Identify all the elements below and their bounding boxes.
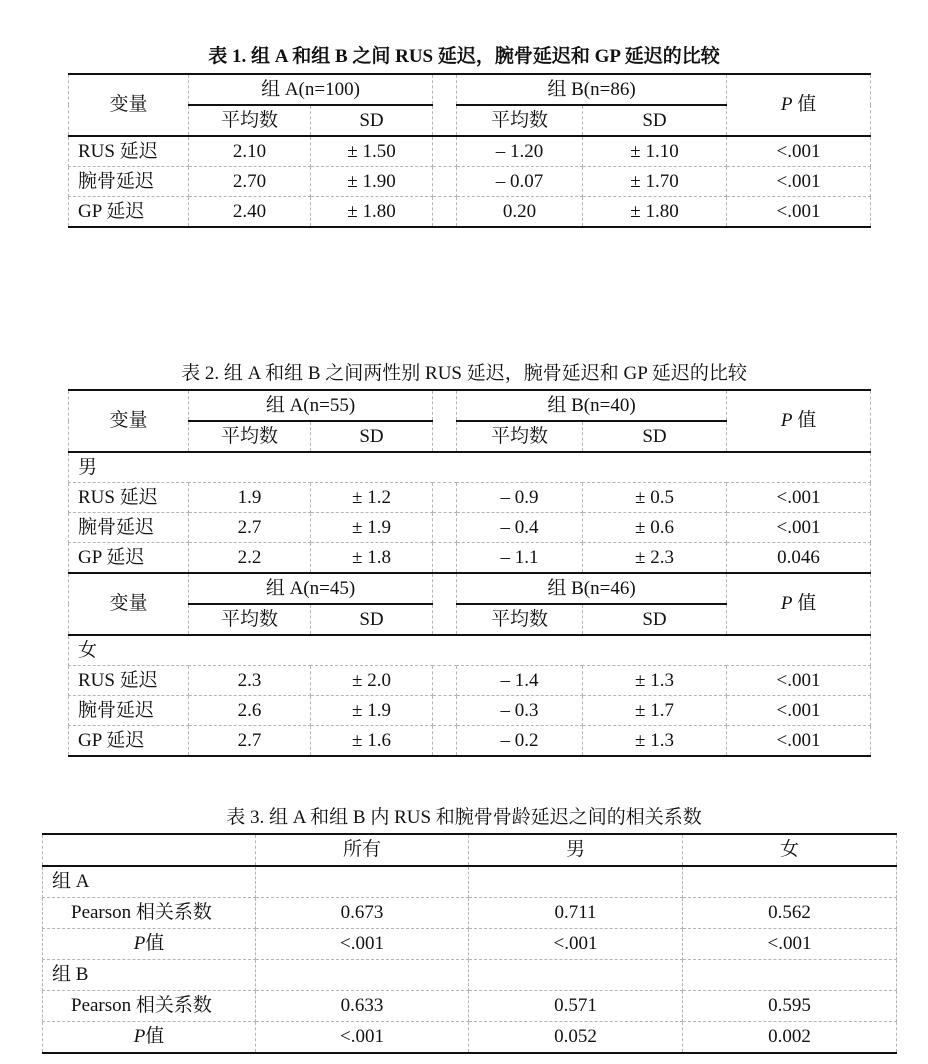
cell: ± 2.3: [583, 543, 727, 574]
cell: 0.711: [469, 898, 683, 929]
cell: 2.70: [189, 167, 311, 197]
cell: 0.20: [457, 197, 583, 228]
cell: ± 1.9: [311, 513, 433, 543]
cell: – 0.9: [457, 483, 583, 513]
cell: <.001: [727, 167, 871, 197]
table2-gap: [433, 573, 457, 635]
table-row: [43, 898, 897, 929]
cell: – 0.2: [457, 726, 583, 757]
table3-group-a-label: 组 A: [43, 866, 256, 898]
table2: [68, 389, 871, 757]
row-label: 腕骨延迟: [69, 696, 189, 726]
cell: 1.9: [189, 483, 311, 513]
table-row: [69, 726, 871, 757]
cell: [469, 960, 683, 991]
cell: <.001: [727, 136, 871, 167]
table3-group-b-label: 组 B: [43, 960, 256, 991]
cell: ± 1.70: [583, 167, 727, 197]
cell: <.001: [727, 483, 871, 513]
table2-male-section: 男: [69, 452, 871, 483]
cell: <.001: [727, 513, 871, 543]
table2-b-sd-header: SD: [583, 421, 727, 452]
row-label: RUS 延迟: [69, 666, 189, 696]
table2-gap: [433, 390, 457, 452]
gap-cell: [433, 197, 457, 228]
table2-p-header-female: P 值: [727, 573, 871, 635]
cell: – 0.07: [457, 167, 583, 197]
table1-gap: [433, 74, 457, 136]
cell: – 1.4: [457, 666, 583, 696]
table2-male-group-a-header: 组 A(n=55): [189, 390, 433, 421]
row-label: 腕骨延迟: [69, 513, 189, 543]
cell: 0.052: [469, 1022, 683, 1054]
cell: [256, 866, 469, 898]
cell: 2.2: [189, 543, 311, 574]
table3-caption: 表 3. 组 A 和组 B 内 RUS 和腕骨骨龄延迟之间的相关系数: [226, 807, 702, 828]
table3: [42, 833, 897, 1054]
table1-p-header: P 值: [727, 74, 871, 136]
table3-header-all: 所有: [256, 834, 469, 866]
table1-group-b-header: 组 B(n=86): [457, 74, 727, 105]
table2-female-group-b-header: 组 B(n=46): [457, 573, 727, 604]
row-label: Pearson 相关系数: [43, 898, 256, 929]
cell: ± 1.3: [583, 666, 727, 696]
cell: ± 1.2: [311, 483, 433, 513]
cell: ± 1.6: [311, 726, 433, 757]
cell: ± 1.50: [311, 136, 433, 167]
cell: <.001: [727, 726, 871, 757]
table1-a-sd-header: SD: [311, 105, 433, 136]
row-label: GP 延迟: [69, 543, 189, 574]
cell: ± 1.80: [583, 197, 727, 228]
gap-cell: [433, 726, 457, 757]
gap-cell: [433, 167, 457, 197]
row-label: Pearson 相关系数: [43, 991, 256, 1022]
row-label: GP 延迟: [69, 726, 189, 757]
table2-female-section: 女: [69, 635, 871, 666]
table-row: [69, 666, 871, 696]
gap-cell: [433, 696, 457, 726]
table2-female-group-a-header: 组 A(n=45): [189, 573, 433, 604]
table-row: [69, 136, 871, 167]
cell: 0.046: [727, 543, 871, 574]
cell: ± 2.0: [311, 666, 433, 696]
table-row: [69, 513, 871, 543]
table-row: [69, 483, 871, 513]
cell: 0.571: [469, 991, 683, 1022]
cell: – 0.3: [457, 696, 583, 726]
cell: ± 1.80: [311, 197, 433, 228]
cell: <.001: [469, 929, 683, 960]
table2-var-header-female: 变量: [69, 573, 189, 635]
cell: <.001: [727, 197, 871, 228]
table2-a-mean-header: 平均数: [189, 604, 311, 635]
cell: <.001: [683, 929, 897, 960]
cell: ± 1.9: [311, 696, 433, 726]
cell: [469, 866, 683, 898]
cell: <.001: [256, 1022, 469, 1054]
table1-b-sd-header: SD: [583, 105, 727, 136]
cell: 2.3: [189, 666, 311, 696]
cell: 0.673: [256, 898, 469, 929]
cell: ± 1.90: [311, 167, 433, 197]
row-label: 腕骨延迟: [69, 167, 189, 197]
cell: <.001: [727, 696, 871, 726]
cell: – 1.1: [457, 543, 583, 574]
table1-var-header: 变量: [69, 74, 189, 136]
table3-header-male: 男: [469, 834, 683, 866]
table3-header-female: 女: [683, 834, 897, 866]
cell: ± 1.10: [583, 136, 727, 167]
cell: – 0.4: [457, 513, 583, 543]
row-label: P值: [43, 1022, 256, 1054]
table-row: [43, 1022, 897, 1054]
gap-cell: [433, 513, 457, 543]
table2-male-group-b-header: 组 B(n=40): [457, 390, 727, 421]
table2-b-mean-header: 平均数: [457, 604, 583, 635]
row-label: RUS 延迟: [69, 136, 189, 167]
cell: ± 0.5: [583, 483, 727, 513]
cell: 0.562: [683, 898, 897, 929]
gap-cell: [433, 543, 457, 574]
row-label: P值: [43, 929, 256, 960]
gap-cell: [433, 483, 457, 513]
cell: [683, 960, 897, 991]
cell: [683, 866, 897, 898]
cell: ± 1.8: [311, 543, 433, 574]
table1-caption: 表 1. 组 A 和组 B 之间 RUS 延迟，腕骨延迟和 GP 延迟的比较: [208, 46, 720, 67]
table2-b-mean-header: 平均数: [457, 421, 583, 452]
table1-a-mean-header: 平均数: [189, 105, 311, 136]
table-row: [69, 167, 871, 197]
table1: [68, 73, 871, 228]
cell: 2.7: [189, 513, 311, 543]
table2-var-header: 变量: [69, 390, 189, 452]
table3-corner: [43, 834, 256, 866]
cell: 2.6: [189, 696, 311, 726]
table-row: [69, 197, 871, 228]
row-label: RUS 延迟: [69, 483, 189, 513]
cell: 2.40: [189, 197, 311, 228]
cell: 0.633: [256, 991, 469, 1022]
table-row: [69, 696, 871, 726]
cell: ± 0.6: [583, 513, 727, 543]
table-row: [43, 929, 897, 960]
row-label: GP 延迟: [69, 197, 189, 228]
table1-b-mean-header: 平均数: [457, 105, 583, 136]
cell: 2.10: [189, 136, 311, 167]
gap-cell: [433, 136, 457, 167]
cell: ± 1.7: [583, 696, 727, 726]
table2-caption: 表 2. 组 A 和组 B 之间两性别 RUS 延迟，腕骨延迟和 GP 延迟的比较: [181, 363, 747, 384]
table2-p-header: P 值: [727, 390, 871, 452]
table2-a-sd-header: SD: [311, 421, 433, 452]
cell: 2.7: [189, 726, 311, 757]
cell: ± 1.3: [583, 726, 727, 757]
cell: 0.595: [683, 991, 897, 1022]
cell: [256, 960, 469, 991]
cell: <.001: [256, 929, 469, 960]
cell: 0.002: [683, 1022, 897, 1054]
gap-cell: [433, 666, 457, 696]
table2-a-mean-header: 平均数: [189, 421, 311, 452]
table-row: [43, 991, 897, 1022]
table-row: [69, 543, 871, 574]
table1-group-a-header: 组 A(n=100): [189, 74, 433, 105]
table2-a-sd-header: SD: [311, 604, 433, 635]
cell: <.001: [727, 666, 871, 696]
cell: – 1.20: [457, 136, 583, 167]
table2-b-sd-header: SD: [583, 604, 727, 635]
